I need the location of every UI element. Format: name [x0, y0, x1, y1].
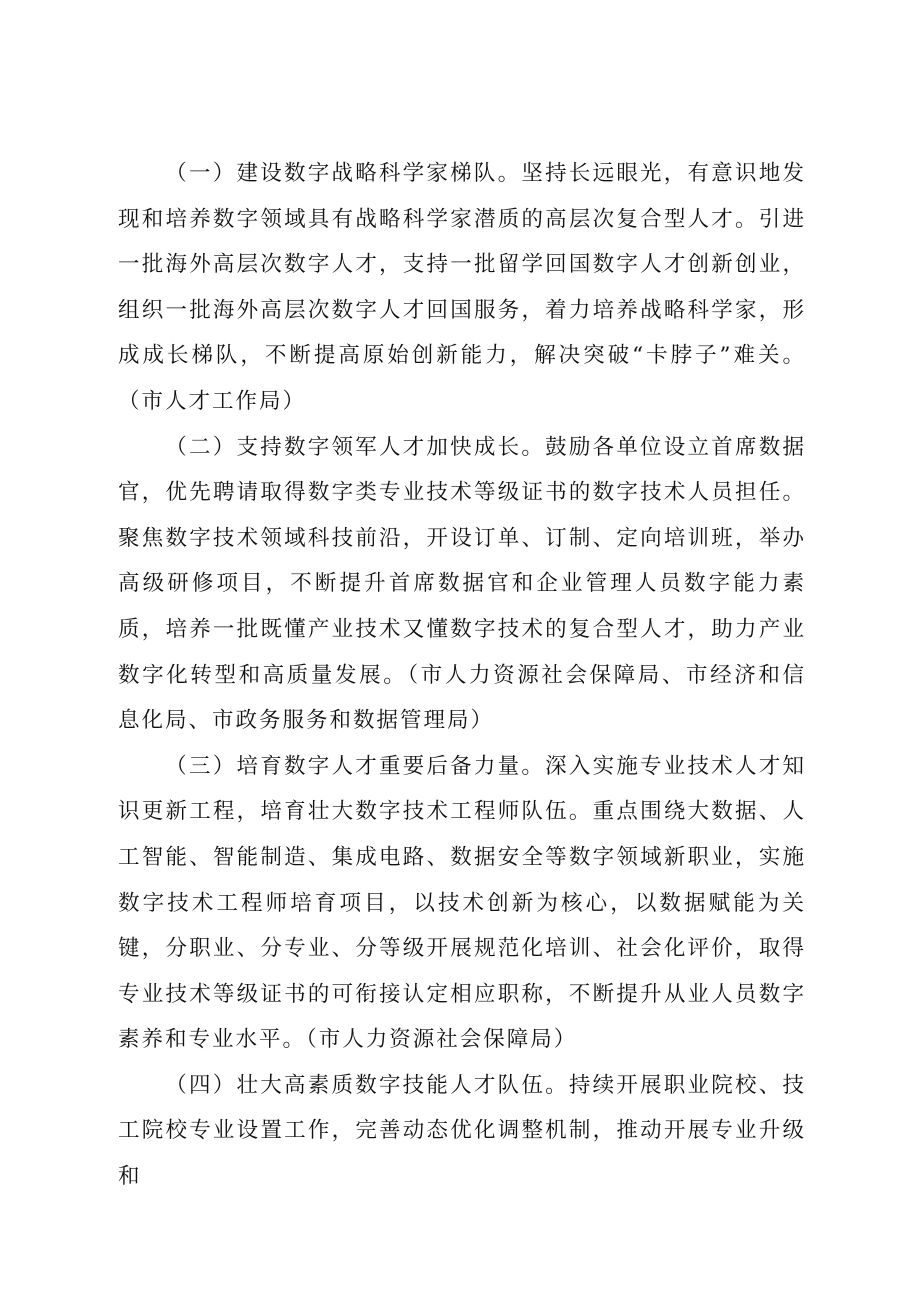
document-body: [118, 151, 806, 1200]
paragraph-3: （三）培育数字人才重要后备力量。深入实施专业技术人才知识更新工程，培育壮大数字技术工程师队伍。重点围绕大数据、人工智能、智能制造、集成电路、数据安全等数字领域新职业，实施数字技术工程师培育项目，以技术创新为核心，以数据赋能为关键，分职业、分专业、分等级开展规范化培训、社会化评价，取得专业技术等级证书的可衔接认定相应职称，不断提升从业人员数字素养和专业水平。（市人力资源社会保障局）: [118, 753, 806, 1053]
paragraph-2: （二）支持数字领军人才加快成长。鼓励各单位设立首席数据官，优先聘请取得数字类专业技术等级证书的数字技术人员担任。聚焦数字技术领域科技前沿，开设订单、订制、定向培训班，举办高级研修项目，不断提升首席数据官和企业管理人员数字能力素质，培养一批既懂产业技术又懂数字技术的复合型人才，助力产业数字化转型和高质量发展。（市人力资源社会保障局、市经济和信息化局、市政务服务和数据管理局）: [118, 434, 806, 734]
paragraph-1: （一）建设数字战略科学家梯队。坚持长远眼光，有意识地发现和培养数字领域具有战略科学家潜质的高层次复合型人才。引进一批海外高层次数字人才，支持一批留学回国数字人才创新创业，组织一批海外高层次数字人才回国服务，着力培养战略科学家，形成成长梯队，不断提高原始创新能力，解决突破“卡脖子”难关。（市人才工作局）: [118, 161, 806, 414]
paragraph-4: （四）壮大高素质数字技能人才队伍。持续开展职业院校、技工院校专业设置工作，完善动态优化调整机制，推动开展专业升级和: [118, 1072, 806, 1190]
